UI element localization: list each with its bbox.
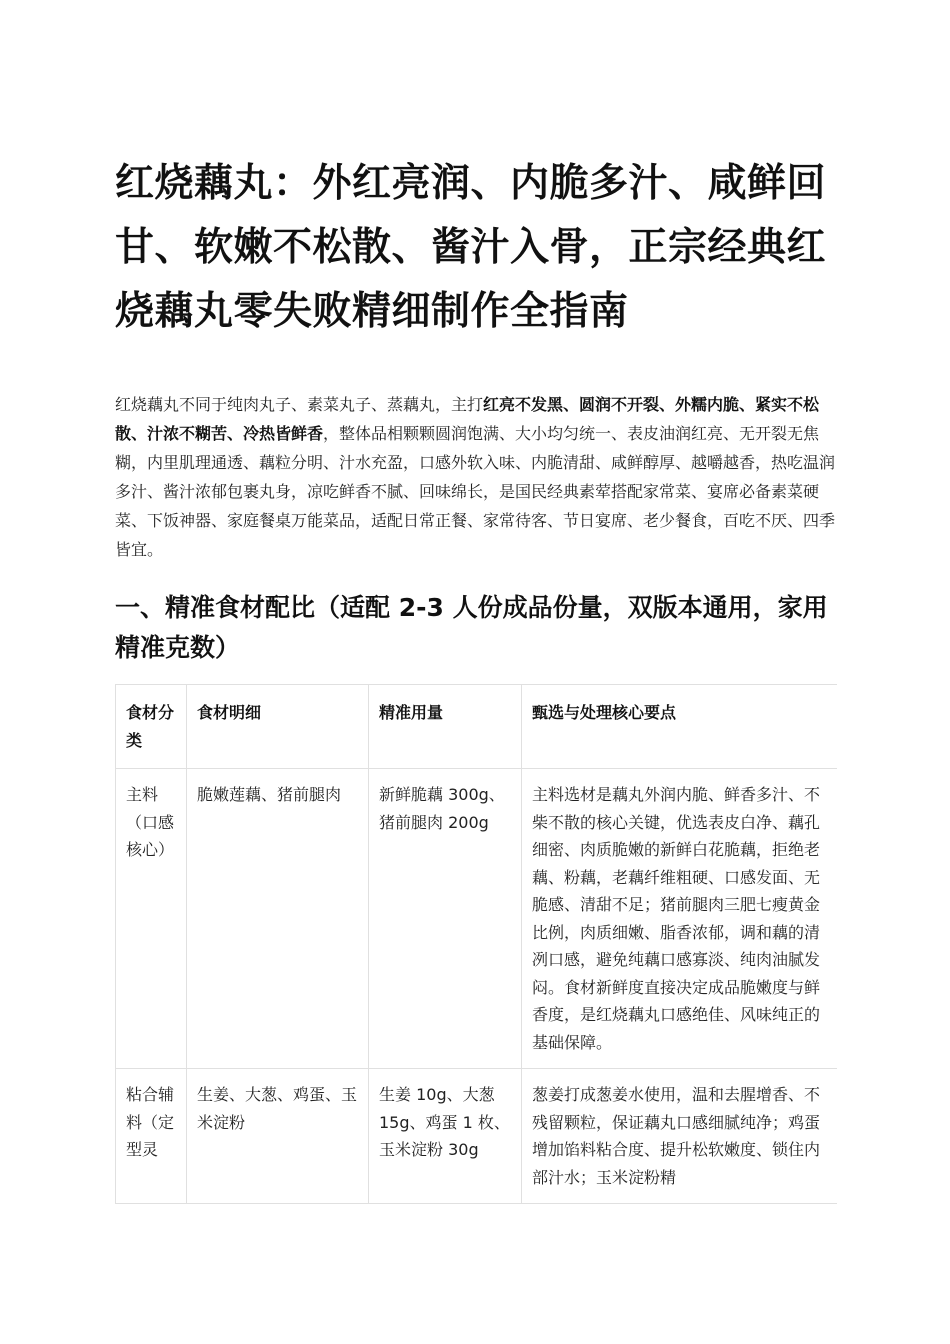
section-heading-ingredients: 一、精准食材配比（适配 2-3 人份成品份量，双版本通用，家用精准克数） (115, 593, 828, 662)
intro-text-1: 红烧藕丸不同于纯肉丸子、素菜丸子、蒸藕丸，主打 (115, 395, 484, 414)
cell-items: 脆嫩莲藕、猪前腿肉 (187, 769, 369, 1069)
intro-bold-text: 红亮不发黑、圆润不开裂、外糯内脆、紧实不松散、汁浓不糊苦、冷热皆鲜香 (115, 395, 820, 443)
cell-notes: 葱姜打成葱姜水使用，温和去腥增香、不残留颗粒，保证藕丸口感细腻纯净；鸡蛋增加馅料粘合度、提升松软嫩度、锁住内部汁水；玉米淀粉精 (522, 1069, 838, 1204)
cell-category: 粘合辅料（定型灵 (116, 1069, 187, 1204)
cell-items: 生姜、大葱、鸡蛋、玉米淀粉 (187, 1069, 369, 1204)
table-row (116, 769, 838, 1069)
page-title: 红烧藕丸：外红亮润、内脆多汁、咸鲜回甘、软嫩不松散、酱汁入骨，正宗经典红烧藕丸零失败精细制作全指南 (115, 161, 827, 334)
ingredients-table (115, 684, 837, 1204)
header-cell-category: 食材分类 (116, 685, 187, 769)
cell-category: 主料（口感核心） (116, 769, 187, 1069)
cell-amount: 生姜 10g、大葱 15g、鸡蛋 1 枚、玉米淀粉 30g (369, 1069, 522, 1204)
table-row (116, 1069, 838, 1204)
cell-notes: 主料选材是藕丸外润内脆、鲜香多汁、不柴不散的核心关键，优选表皮白净、藕孔细密、肉质脆嫩的新鲜白花脆藕，拒绝老藕、粉藕，老藕纤维粗硬、口感发面、无脆感、清甜不足；猪前腿肉三肥七瘦黄金比例，肉质细嫩、脂香浓郁，调和藕的清冽口感，避免纯藕口感寡淡、纯肉油腻发闷。食材新鲜度直接决定成品脆嫩度与鲜香度，是红烧藕丸口感绝佳、风味纯正的基础保障。 (522, 769, 838, 1069)
header-cell-amount: 精准用量 (369, 685, 522, 769)
header-cell-notes: 甄选与处理核心要点 (522, 685, 838, 769)
cell-amount: 新鲜脆藕 300g、猪前腿肉 200g (369, 769, 522, 1069)
document-page (115, 0, 837, 1224)
intro-text-2: ，整体品相颗颗圆润饱满、大小均匀统一、表皮油润红亮、无开裂无焦糊，内里肌理通透、藕粒分明、汁水充盈，口感外软入味、内脆清甜、咸鲜醇厚、越嚼越香，热吃温润多汁、酱汁浓郁包裹丸身，凉吃鲜香不腻、回味绵长，是国民经典素荤搭配家常菜、宴席必备素菜硬菜、下饭神器、家庭餐桌万能菜品，适配日常正餐、家常待客、节日宴席、老少餐食，百吃不厌、四季皆宜。 (115, 424, 836, 559)
intro-paragraph (115, 390, 837, 564)
table-header-row (116, 685, 838, 769)
ingredients-table-container (115, 684, 837, 1224)
header-cell-items: 食材明细 (187, 685, 369, 769)
